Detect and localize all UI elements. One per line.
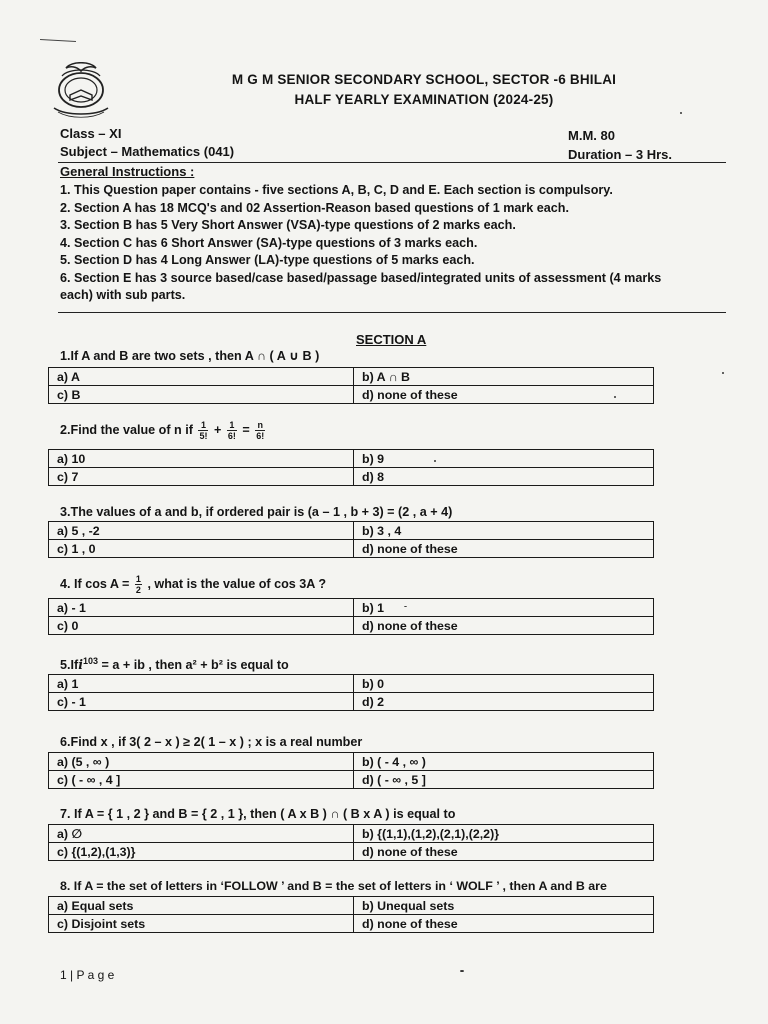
- option-d: d) none of these: [354, 915, 654, 933]
- options-table: [48, 896, 654, 933]
- option-c: c) - 1: [49, 693, 354, 711]
- instruction-item: 4. Section C has 6 Short Answer (SA)-type questions of 3 marks each.: [60, 235, 478, 250]
- table-row: [49, 915, 654, 933]
- options-table: [48, 449, 654, 486]
- option-a: a) 1: [49, 675, 354, 693]
- option-b: b) 9: [354, 450, 654, 468]
- subject-label: Subject – Mathematics (041): [60, 144, 235, 159]
- option-a: a) (5 , ∞ ): [49, 753, 354, 771]
- question-3: 3.The values of a and b, if ordered pair is (a – 1 , b + 3) = (2 , a + 4): [60, 505, 453, 519]
- table-row: [49, 540, 654, 558]
- options-table: [48, 521, 654, 558]
- option-d: d) none of these: [354, 843, 654, 861]
- question-6: 6.Find x , if 3( 2 – x ) ≥ 2( 1 – x ) ; x is a real number: [60, 735, 363, 749]
- question-text: 5.If: [60, 658, 79, 673]
- option-d: d) none of these: [354, 540, 654, 558]
- option-d: d) none of these: [354, 617, 654, 635]
- scan-speck: [722, 372, 724, 374]
- option-a: a) 5 , -2: [49, 522, 354, 540]
- table-row: [49, 522, 654, 540]
- option-c: c) 0: [49, 617, 354, 635]
- scan-speck: [404, 606, 407, 607]
- question-text: 2.Find the value of n if: [60, 422, 193, 437]
- exam-title: HALF YEARLY EXAMINATION (2024-25): [294, 92, 554, 107]
- option-c: c) B: [49, 386, 354, 404]
- duration: Duration – 3 Hrs.: [568, 147, 673, 162]
- options-table: [48, 367, 654, 404]
- instruction-item: 1. This Question paper contains - five sections A, B, C, D and E. Each section is compulsory.: [60, 183, 613, 197]
- option-a: a) A: [49, 368, 354, 386]
- page-footer: 1 | P a g e: [60, 968, 115, 982]
- school-name: M G M SENIOR SECONDARY SCHOOL, SECTOR -6 BHILAI: [231, 72, 617, 87]
- options-table: [48, 752, 654, 789]
- option-d: d) 8: [354, 468, 654, 486]
- fraction: [135, 574, 142, 595]
- question-1: 1.If A and B are two sets , then A ∩ ( A ∪ B ): [60, 349, 320, 363]
- table-row: [49, 843, 654, 861]
- option-c: c) ( - ∞ , 4 ]: [49, 771, 354, 789]
- table-row: [49, 825, 654, 843]
- denominator: 2: [135, 585, 141, 595]
- option-d: d) 2: [354, 693, 654, 711]
- numerator: n: [255, 420, 265, 431]
- class-label: Class – XI: [60, 126, 122, 141]
- option-a: a) - 1: [49, 599, 354, 617]
- instruction-item: 3. Section B has 5 Very Short Answer (VSA)-type questions of 2 marks each.: [60, 218, 516, 232]
- question-text: 4. If cos A =: [60, 576, 130, 591]
- denominator: 6!: [256, 431, 265, 441]
- numerator: 1: [135, 574, 141, 584]
- option-c: c) {(1,2),(1,3)}: [49, 843, 354, 861]
- scan-mark: [40, 39, 76, 42]
- options-table: [48, 674, 654, 711]
- option-a: a) 10: [49, 450, 354, 468]
- option-c: c) 1 , 0: [49, 540, 354, 558]
- option-c: c) 7: [49, 468, 354, 486]
- question-8: 8. If A = the set of letters in ‘FOLLOW ’ and B = the set of letters in ‘ WOLF ’ , then A and B are: [60, 879, 607, 893]
- table-row: [49, 450, 654, 468]
- table-row: [49, 693, 654, 711]
- numerator: 1: [198, 420, 208, 431]
- instruction-item: 2. Section A has 18 MCQ's and 02 Assertion-Reason based questions of 1 mark each.: [60, 200, 570, 215]
- table-row: [49, 468, 654, 486]
- option-a: a) Equal sets: [49, 897, 354, 915]
- table-row: [49, 386, 654, 404]
- table-row: [49, 675, 654, 693]
- option-d: d) ( - ∞ , 5 ]: [354, 771, 654, 789]
- question-text: = a + ib , then a² + b² is equal to: [101, 658, 289, 673]
- table-row: [49, 897, 654, 915]
- options-table: [48, 824, 654, 861]
- divider: [58, 162, 726, 163]
- option-d: d) none of these: [354, 386, 654, 404]
- divider: [58, 312, 726, 313]
- imaginary-unit: i: [78, 657, 83, 673]
- option-a: a) ∅: [49, 825, 354, 843]
- denominator: 6!: [227, 431, 236, 441]
- instruction-item: 5. Section D has 4 Long Answer (LA)-type questions of 5 marks each.: [60, 253, 475, 267]
- table-row: [49, 617, 654, 635]
- option-c: c) Disjoint sets: [49, 915, 354, 933]
- fraction: [227, 420, 237, 441]
- school-logo-icon: [48, 62, 114, 120]
- option-b: b) Unequal sets: [354, 897, 654, 915]
- question-4: [60, 574, 326, 595]
- section-title: SECTION A: [356, 332, 427, 347]
- numerator: 1: [227, 420, 237, 431]
- max-marks: M.M. 80: [568, 128, 615, 143]
- option-b: b) 3 , 4: [354, 522, 654, 540]
- question-2: [60, 420, 267, 441]
- table-row: [49, 368, 654, 386]
- question-text: , what is the value of cos 3A ?: [147, 576, 327, 591]
- option-b: b) {(1,1),(1,2),(2,1),(2,2)}: [354, 825, 654, 843]
- instructions-title: General Instructions :: [60, 164, 195, 179]
- fraction: [255, 420, 265, 441]
- scan-speck: [460, 970, 464, 972]
- table-row: [49, 599, 654, 617]
- options-table: [48, 598, 654, 635]
- option-b: b) ( - 4 , ∞ ): [354, 753, 654, 771]
- instruction-item: each) with sub parts.: [60, 288, 186, 302]
- exponent: 103: [83, 656, 99, 666]
- option-b: b) 0: [354, 675, 654, 693]
- instructions-list: [60, 182, 710, 305]
- scan-speck: [434, 460, 436, 462]
- scan-speck: [614, 396, 616, 398]
- table-row: [49, 771, 654, 789]
- denominator: 5!: [199, 431, 208, 441]
- table-row: [49, 753, 654, 771]
- equals-sign: =: [242, 422, 250, 437]
- fraction: [198, 420, 208, 441]
- option-b: b) 1: [354, 599, 654, 617]
- option-b: b) A ∩ B: [354, 368, 654, 386]
- question-7: 7. If A = { 1 , 2 } and B = { 2 , 1 }, then ( A x B ) ∩ ( B x A ) is equal to: [60, 807, 456, 821]
- instruction-item: 6. Section E has 3 source based/case based/passage based/integrated units of assessment (4 marks: [60, 270, 662, 285]
- scan-speck: [680, 112, 682, 114]
- question-5: [60, 656, 289, 672]
- plus-sign: +: [213, 422, 222, 437]
